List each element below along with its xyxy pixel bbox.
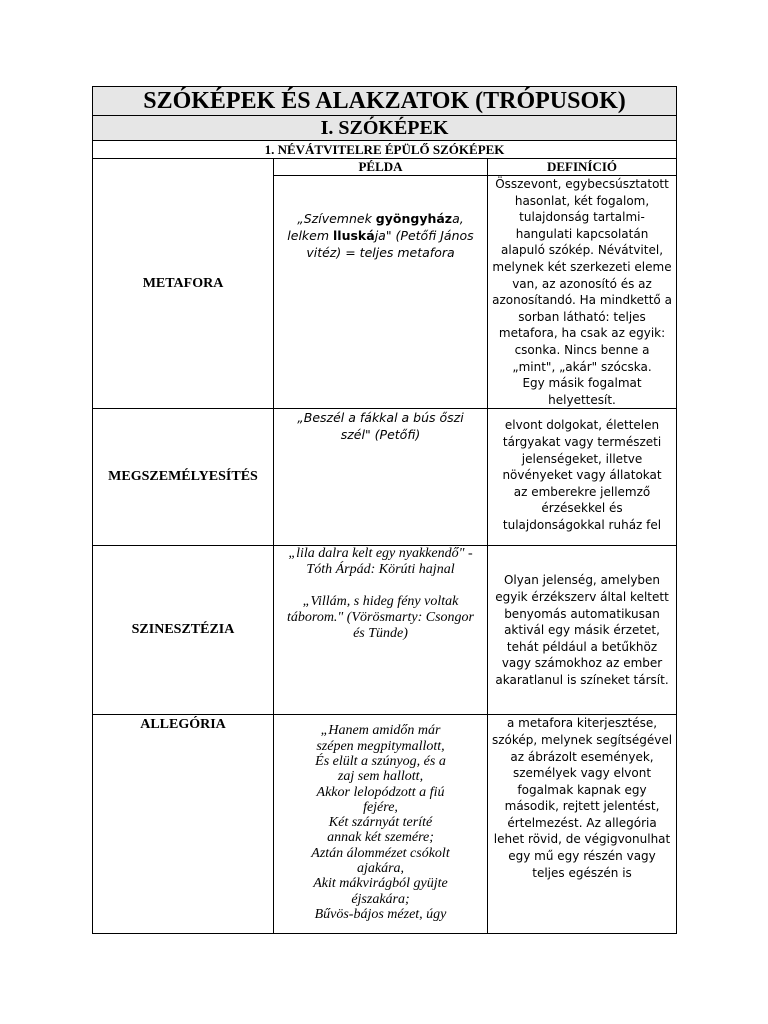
poem-line: „Hanem amidőn már [320, 723, 441, 739]
column-header-row [93, 159, 677, 176]
poem-line: szépen megpitymallott, [316, 738, 445, 754]
table-row [93, 715, 677, 934]
example-metafora: „Szívemnek gyöngyháza, lelkem lluskája" (Petőfi János vitéz) = teljes metafora [274, 176, 488, 409]
section-title: I. SZÓKÉPEK [93, 116, 677, 141]
poem-line: Akit mákvirágból gyüjte [313, 876, 448, 892]
table-row [93, 409, 677, 546]
term-allegoria: ALLEGÓRIA [93, 715, 274, 934]
poem-line: Bűvös-bájos mézet, úgy [314, 906, 447, 922]
subsection-title: 1. NÉVÁTVITELRE ÉPÜLŐ SZÓKÉPEK [93, 141, 677, 159]
column-header-example: PÉLDA [274, 159, 488, 176]
subtitle-row [93, 116, 677, 141]
poem-line: annak két szemére; [327, 830, 434, 846]
example-szinesztezia: „lila dalra kelt egy nyakkendő" - Tóth Árpád: Körúti hajnal „Villám, s hideg fény voltak táborom." (Vörösmarty: Csongor és Tünde) [274, 546, 488, 715]
poem-line: fejére, [363, 799, 398, 815]
figures-of-speech-table [92, 86, 677, 934]
poem-line: Akkor lelopódzott a fiú [316, 784, 445, 800]
poem-line: Aztán álommézet csókolt [311, 845, 450, 861]
example-allegoria [274, 715, 488, 934]
example-megszemelyesites: „Beszél a fákkal a bús őszi szél" (Petőfi) [274, 409, 488, 546]
poem-line: Két szárnyát teríté [328, 815, 433, 831]
document-title: SZÓKÉPEK ÉS ALAKZATOK (TRÓPUSOK) [93, 87, 677, 116]
table-row [93, 546, 677, 715]
definition-megszemelyesites: elvont dolgokat, élettelen tárgyakat vagy természeti jelenségeket, illetve növényeket vagy állatokat az emberekre jellemző érzésekkel és tulajdonságokkal ruház fel [488, 409, 677, 546]
term-megszemelyesites: MEGSZEMÉLYESÍTÉS [93, 409, 274, 546]
poem-line: ajakára, [356, 860, 405, 876]
definition-metafora: Összevont, egybecsúsztatott hasonlat, két fogalom, tulajdonság tartalmi-hangulati kapcsolatán alapuló szókép. Névátvitel, melynek két szerkezeti eleme van, az azonosító és az azonosítandó. Ha mindkettő a sorban látható: teljes metafora, ha csak az egyik: csonka. Nincs benne a „mint", „akár" szócska. Egy másik fogalmat helyettesít. [488, 176, 677, 409]
column-header-definition: DEFINÍCIÓ [488, 159, 677, 176]
definition-szinesztezia: Olyan jelenség, amelyben egyik érzékszerv által keltett benyomás automatikusan aktivál egy másik érzetet, tehát például a betűkhöz vagy számokhoz az ember akaratlanul is színeket társít. [488, 546, 677, 715]
poem-line: zaj sem hallott, [337, 769, 424, 785]
document-page [92, 86, 676, 934]
poem-line: És elült a szúnyog, és a [315, 753, 446, 769]
section-row [93, 141, 677, 159]
title-row [93, 87, 677, 116]
term-metafora: METAFORA [93, 159, 274, 409]
poem-line: éjszakára; [351, 891, 410, 907]
definition-allegoria: a metafora kiterjesztése, szókép, melynek segítségével az ábrázolt események, személyek vagy elvont fogalmak kapnak egy második, rejtett jelentést, értelmezést. Az allegória lehet rövid, de végigvonulhat egy mű egy részén vagy teljes egészén is [488, 715, 677, 934]
term-szinesztezia: SZINESZTÉZIA [93, 546, 274, 715]
